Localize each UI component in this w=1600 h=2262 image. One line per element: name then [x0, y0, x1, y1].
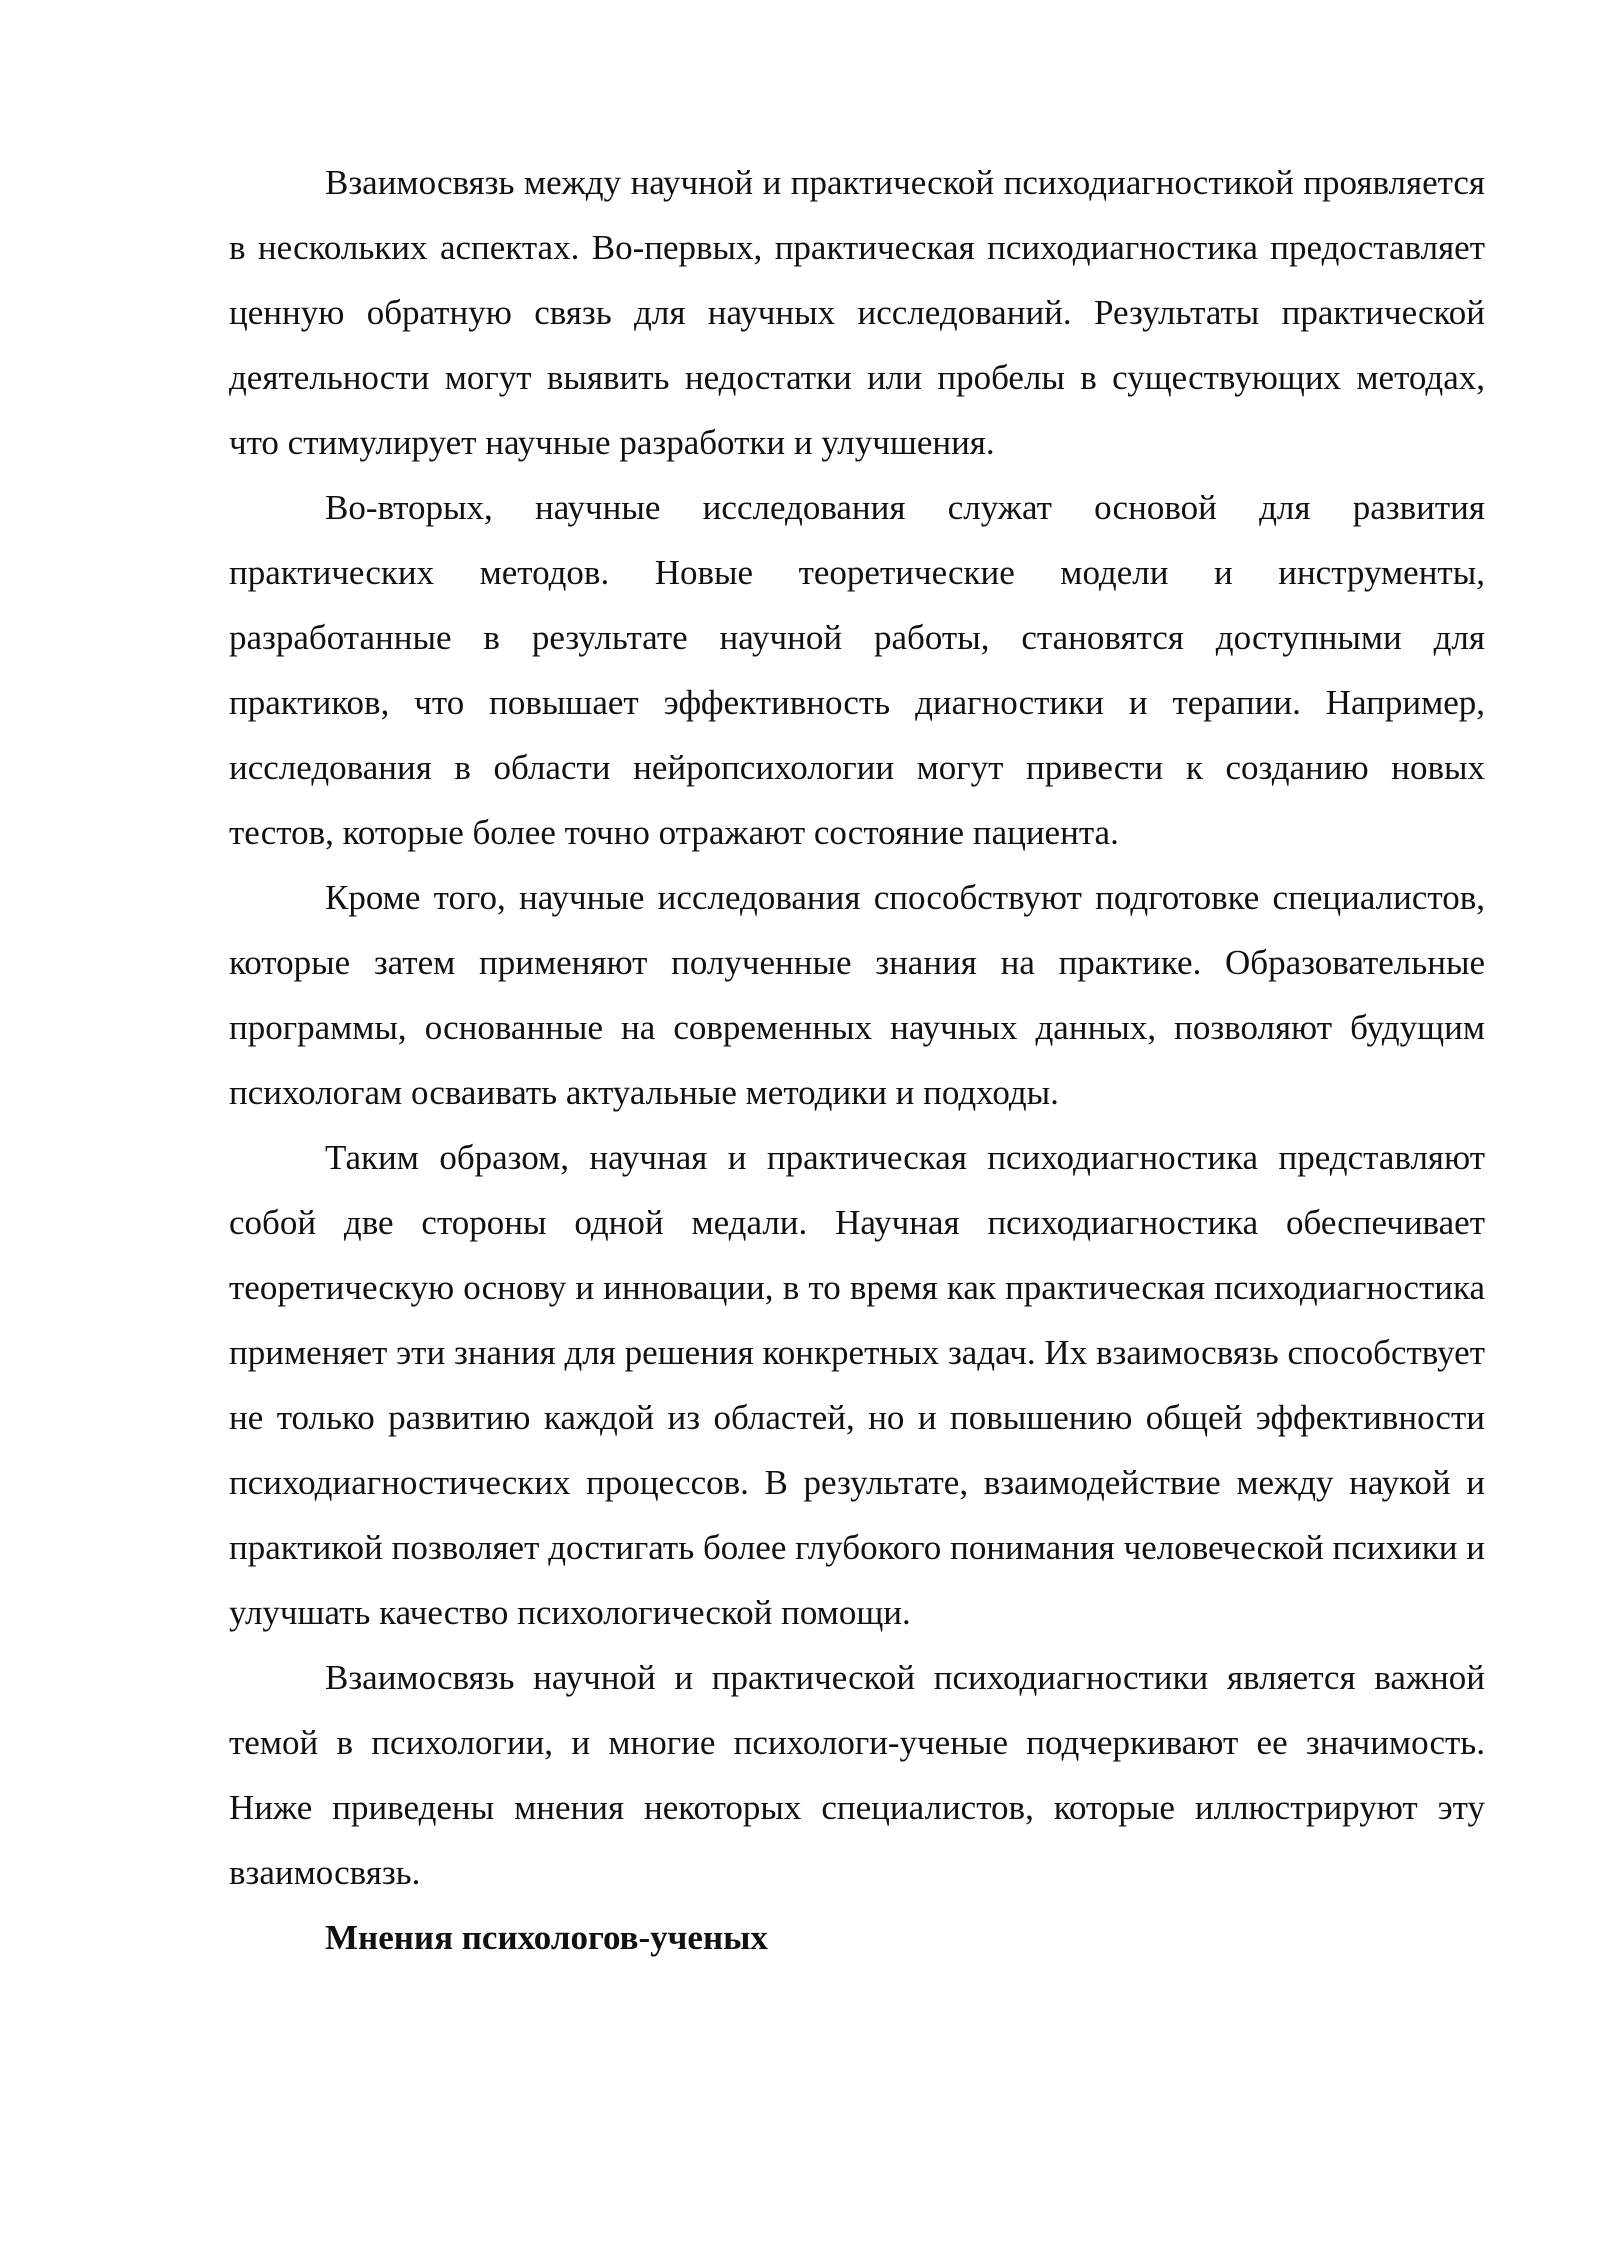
paragraph-1: Взаимосвязь между научной и практической психодиагностикой проявляется в нескольких аспектах. Во-первых, практическая психодиагностика предоставляет ценную обратную связь для научных исследований. Результаты практической деятельности могут выявить недостатки или пробелы в существующих методах, что стимулирует научные разработки и улучшения. [229, 163, 1485, 462]
paragraph-2: Во-вторых, научные исследования служат основой для развития практических методов. Новые теоретические модели и инструменты, разработанные в результате научной работы, становятся доступными для практиков, что повышает эффективность диагностики и терапии. Например, исследования в области нейропсихологии могут привести к созданию новых тестов, которые более точно отражают состояние пациента. [229, 488, 1485, 852]
section-heading: Мнения психологов-ученых [325, 1918, 768, 1957]
paragraph-3: Кроме того, научные исследования способствуют подготовке специалистов, которые затем применяют полученные знания на практике. Образовательные программы, основанные на современных научных данных, позволяют будущим психологам осваивать актуальные методики и подходы. [229, 878, 1485, 1112]
document-body [229, 150, 1485, 1970]
paragraph-5: Взаимосвязь научной и практической психодиагностики является важной темой в психологии, и многие психологи-ученые подчеркивают ее значимость. Ниже приведены мнения некоторых специалистов, которые иллюстрируют эту взаимосвязь. [229, 1658, 1485, 1892]
paragraph-4: Таким образом, научная и практическая психодиагностика представляют собой две стороны одной медали. Научная психодиагностика обеспечивает теоретическую основу и инновации, в то время как практическая психодиагностика применяет эти знания для решения конкретных задач. Их взаимосвязь способствует не только развитию каждой из областей, но и повышению общей эффективности психодиагностических процессов. В результате, взаимодействие между наукой и практикой позволяет достигать более глубокого понимания человеческой психики и улучшать качество психологической помощи. [229, 1138, 1485, 1632]
